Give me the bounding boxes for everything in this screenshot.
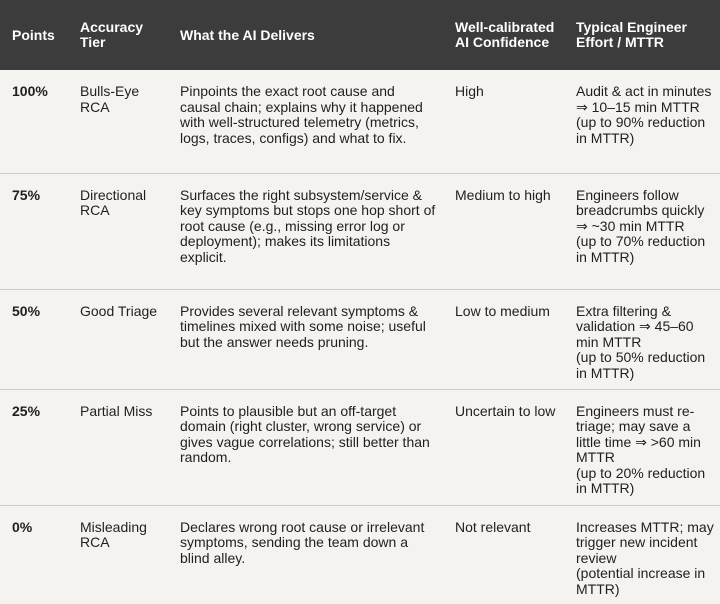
effort-cell <box>564 505 720 604</box>
confidence-cell: Medium to high <box>455 186 551 203</box>
delivers-cell: Surfaces the right subsystem/service & key symptoms but stops one hop short of root cause (e.g., missing error log or deployment); makes its limitations explicit. <box>180 186 436 265</box>
effort-text: Engineers follow breadcrumbs quickly ⇒ ~30 min MTTR <box>576 186 705 234</box>
effort-text: Audit & act in minutes ⇒ 10–15 min MTTR <box>576 83 712 115</box>
effort-note: (potential increase in MTTR) <box>576 565 706 597</box>
effort-note: (up to 50% reduction in MTTR) <box>576 349 706 381</box>
points-cell: 25% <box>12 402 41 419</box>
header-row <box>0 0 720 70</box>
confidence-cell: Not relevant <box>455 518 531 535</box>
points-cell: 50% <box>12 302 41 319</box>
table-row <box>0 173 720 289</box>
header-confidence: Well-calibrated AI Confidence <box>455 19 555 50</box>
effort-cell <box>564 70 720 173</box>
effort-cell <box>564 389 720 505</box>
effort-cell <box>564 173 720 289</box>
effort-text: Increases MTTR; may trigger new incident review <box>576 518 714 566</box>
confidence-cell: Low to medium <box>455 302 550 319</box>
effort-cell <box>564 289 720 389</box>
table-body <box>0 70 720 604</box>
confidence-cell: Uncertain to low <box>455 402 556 419</box>
confidence-cell: High <box>455 83 484 99</box>
header-points: Points <box>12 26 55 43</box>
header-what-ai-delivers: What the AI Delivers <box>180 26 315 43</box>
tier-cell: Partial Miss <box>80 402 153 419</box>
tier-cell: Directional RCA <box>80 186 147 218</box>
points-cell: 0% <box>12 518 33 535</box>
table-row <box>0 289 720 389</box>
header-effort-mttr: Typical Engineer Effort / MTTR <box>576 19 687 50</box>
points-cell: 75% <box>12 186 41 203</box>
table-row <box>0 70 720 173</box>
table-header <box>0 0 720 70</box>
effort-note: (up to 90% reduction in MTTR) <box>576 114 706 146</box>
effort-note: (up to 70% reduction in MTTR) <box>576 233 706 265</box>
header-accuracy-tier: Accuracy Tier <box>80 19 144 50</box>
tier-cell: Good Triage <box>80 302 158 319</box>
points-cell: 100% <box>12 83 48 99</box>
effort-note: (up to 20% reduction in MTTR) <box>576 464 706 496</box>
effort-text: Engineers must re-triage; may save a little time ⇒ >60 min MTTR <box>576 402 701 465</box>
delivers-cell: Points to plausible but an off-target domain (right cluster, wrong service) or gives vague correlations; still better than random. <box>180 402 430 465</box>
tier-cell: Misleading RCA <box>80 518 147 550</box>
delivers-cell: Declares wrong root cause or irrelevant symptoms, sending the team down a blind alley. <box>180 518 425 566</box>
tier-cell: Bulls-Eye RCA <box>80 83 140 115</box>
effort-text: Extra filtering & validation ⇒ 45–60 min MTTR <box>576 302 694 350</box>
table-row <box>0 505 720 604</box>
delivers-cell: Provides several relevant symptoms & timelines mixed with some noise; useful but the answer needs pruning. <box>180 302 426 350</box>
table-row <box>0 389 720 505</box>
delivers-cell: Pinpoints the exact root cause and causal chain; explains why it happened with well-structured telemetry (metrics, logs, traces, configs) and what to fix. <box>180 83 423 146</box>
